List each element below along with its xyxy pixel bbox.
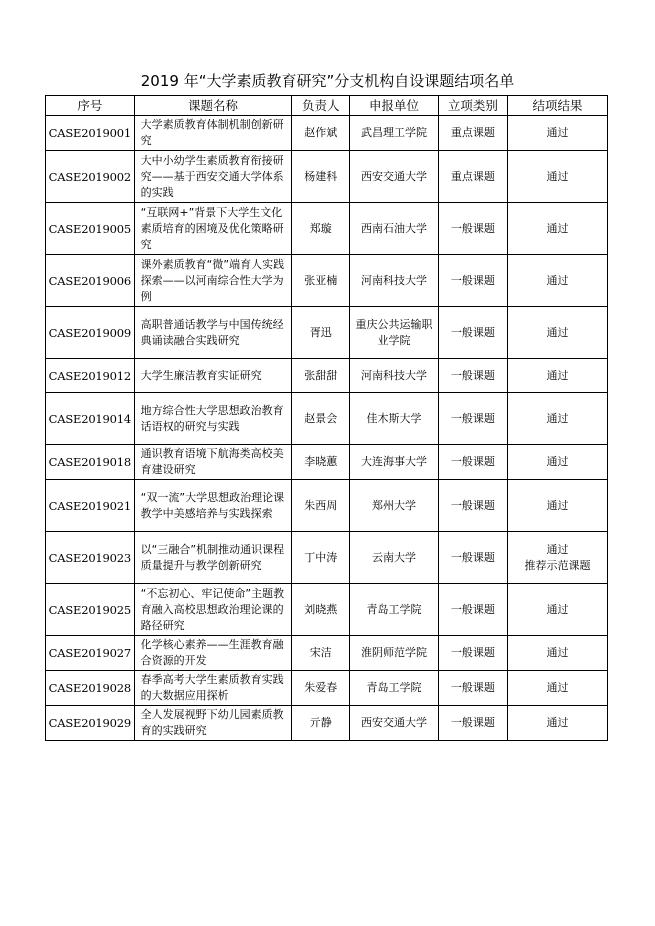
row-leader: 赵作斌 <box>292 116 350 151</box>
result-line: 通过 <box>546 681 569 694</box>
row-unit: 河南科技大学 <box>350 359 439 393</box>
row-name: 大中小幼学生素质教育衔接研究——基于西安交通大学体系的实践 <box>134 151 292 203</box>
row-name: “互联网+”背景下大学生文化素质培育的困境及优化策略研究 <box>134 203 292 255</box>
row-category: 一般课题 <box>438 636 507 671</box>
row-category: 一般课题 <box>438 203 507 255</box>
result-line: 通过 <box>546 542 569 556</box>
row-category: 一般课题 <box>438 359 507 393</box>
row-name: 地方综合性大学思想政治教育话语权的研究与实践 <box>134 393 292 445</box>
header-row <box>46 96 608 116</box>
row-name: 以“三融合”机制推动通识课程质量提升与教学创新研究 <box>134 532 292 584</box>
result-line: 推荐示范课题 <box>524 558 591 572</box>
result-line: 通过 <box>546 411 569 425</box>
row-id: CASE2019009 <box>46 307 135 359</box>
row-unit: 西安交通大学 <box>350 151 439 203</box>
row-name: “不忘初心、牢记使命”主题教育融入高校思想政治理论课的路径研究 <box>134 584 292 636</box>
row-unit: 大连海事大学 <box>350 445 439 480</box>
row-leader: 朱西周 <box>292 480 350 532</box>
row-name: 通识教育语境下航海类高校美育建设研究 <box>134 445 292 480</box>
table-row <box>46 532 608 584</box>
result-line: 通过 <box>546 602 569 616</box>
row-category: 一般课题 <box>438 584 507 636</box>
table-row <box>46 584 608 636</box>
table-row <box>46 255 608 307</box>
row-id: CASE2019012 <box>46 359 135 393</box>
row-unit: 西安交通大学 <box>350 706 439 741</box>
row-leader: 丁中涛 <box>292 532 350 584</box>
row-leader: 胥迅 <box>292 307 350 359</box>
row-id: CASE2019025 <box>46 584 135 636</box>
result-line: 通过 <box>546 455 569 468</box>
result-line: 通过 <box>546 273 569 287</box>
row-category: 一般课题 <box>438 671 507 706</box>
header-id: 序号 <box>46 96 135 116</box>
row-result <box>507 532 607 584</box>
row-name: 课外素质教育“微”端育人实践探索——以河南综合性大学为例 <box>134 255 292 307</box>
row-leader: 李晓蕙 <box>292 445 350 480</box>
row-id: CASE2019001 <box>46 116 135 151</box>
table-row <box>46 393 608 445</box>
results-table <box>45 95 608 741</box>
row-id: CASE2019027 <box>46 636 135 671</box>
row-result <box>507 116 607 151</box>
row-unit: 佳木斯大学 <box>350 393 439 445</box>
row-name: 大学生廉洁教育实证研究 <box>134 359 292 393</box>
row-leader: 亓静 <box>292 706 350 741</box>
row-name: “双一流”大学思想政治理论课 教学中美感培养与实践探索 <box>134 480 292 532</box>
row-result <box>507 393 607 445</box>
row-result <box>507 636 607 671</box>
header-category: 立项类别 <box>438 96 507 116</box>
row-id: CASE2019002 <box>46 151 135 203</box>
result-line: 通过 <box>546 368 569 382</box>
row-leader: 刘晓燕 <box>292 584 350 636</box>
table-row <box>46 706 608 741</box>
row-category: 一般课题 <box>438 445 507 480</box>
row-leader: 郑璇 <box>292 203 350 255</box>
header-name: 课题名称 <box>134 96 292 116</box>
row-leader: 张亚楠 <box>292 255 350 307</box>
row-unit: 河南科技大学 <box>350 255 439 307</box>
table-row <box>46 359 608 393</box>
row-unit: 云南大学 <box>350 532 439 584</box>
row-result <box>507 584 607 636</box>
row-leader: 张甜甜 <box>292 359 350 393</box>
table-row <box>46 307 608 359</box>
row-id: CASE2019029 <box>46 706 135 741</box>
row-category: 一般课题 <box>438 255 507 307</box>
row-result <box>507 255 607 307</box>
page-title: 2019 年“大学素质教育研究”分支机构自设课题结项名单 <box>140 72 515 90</box>
header-unit: 申报单位 <box>350 96 439 116</box>
row-leader: 宋洁 <box>292 636 350 671</box>
row-name: 高职普通话教学与中国传统经典诵读融合实践研究 <box>134 307 292 359</box>
table-row <box>46 445 608 480</box>
row-category: 一般课题 <box>438 393 507 445</box>
row-result <box>507 445 607 480</box>
row-result <box>507 480 607 532</box>
row-category: 重点课题 <box>438 151 507 203</box>
row-result <box>507 151 607 203</box>
result-line: 通过 <box>546 498 569 512</box>
row-leader: 杨建科 <box>292 151 350 203</box>
row-name: 全人发展视野下幼儿园素质教育的实践研究 <box>134 706 292 741</box>
row-id: CASE2019023 <box>46 532 135 584</box>
row-unit: 青岛工学院 <box>350 671 439 706</box>
row-unit: 青岛工学院 <box>350 584 439 636</box>
row-id: CASE2019005 <box>46 203 135 255</box>
row-result <box>507 359 607 393</box>
row-leader: 赵景会 <box>292 393 350 445</box>
row-id: CASE2019014 <box>46 393 135 445</box>
row-name: 大学素质教育体制机制创新研究 <box>134 116 292 151</box>
row-name: 春季高考大学生素质教育实践的大数据应用探析 <box>134 671 292 706</box>
result-line: 通过 <box>546 126 569 139</box>
table-row <box>46 116 608 151</box>
table-row <box>46 151 608 203</box>
row-id: CASE2019021 <box>46 480 135 532</box>
row-id: CASE2019028 <box>46 671 135 706</box>
row-unit: 武昌理工学院 <box>350 116 439 151</box>
row-result <box>507 706 607 741</box>
result-line: 通过 <box>546 646 569 659</box>
row-category: 一般课题 <box>438 480 507 532</box>
results-body <box>46 116 608 741</box>
row-unit: 郑州大学 <box>350 480 439 532</box>
result-line: 通过 <box>546 221 569 235</box>
row-leader: 朱爱春 <box>292 671 350 706</box>
row-name: 化学核心素养——生涯教育融合资源的开发 <box>134 636 292 671</box>
table-row <box>46 203 608 255</box>
row-unit: 淮阴师范学院 <box>350 636 439 671</box>
result-line: 通过 <box>546 169 569 183</box>
row-unit: 西南石油大学 <box>350 203 439 255</box>
header-result: 结项结果 <box>507 96 607 116</box>
row-unit: 重庆公共运输职业学院 <box>350 307 439 359</box>
row-category: 一般课题 <box>438 706 507 741</box>
row-result <box>507 307 607 359</box>
row-id: CASE2019018 <box>46 445 135 480</box>
row-category: 一般课题 <box>438 532 507 584</box>
header-leader: 负责人 <box>292 96 350 116</box>
table-row <box>46 636 608 671</box>
result-line: 通过 <box>546 716 569 729</box>
row-result <box>507 203 607 255</box>
row-category: 一般课题 <box>438 307 507 359</box>
row-id: CASE2019006 <box>46 255 135 307</box>
table-row <box>46 671 608 706</box>
row-result <box>507 671 607 706</box>
table-row <box>46 480 608 532</box>
row-category: 重点课题 <box>438 116 507 151</box>
result-line: 通过 <box>546 325 569 339</box>
